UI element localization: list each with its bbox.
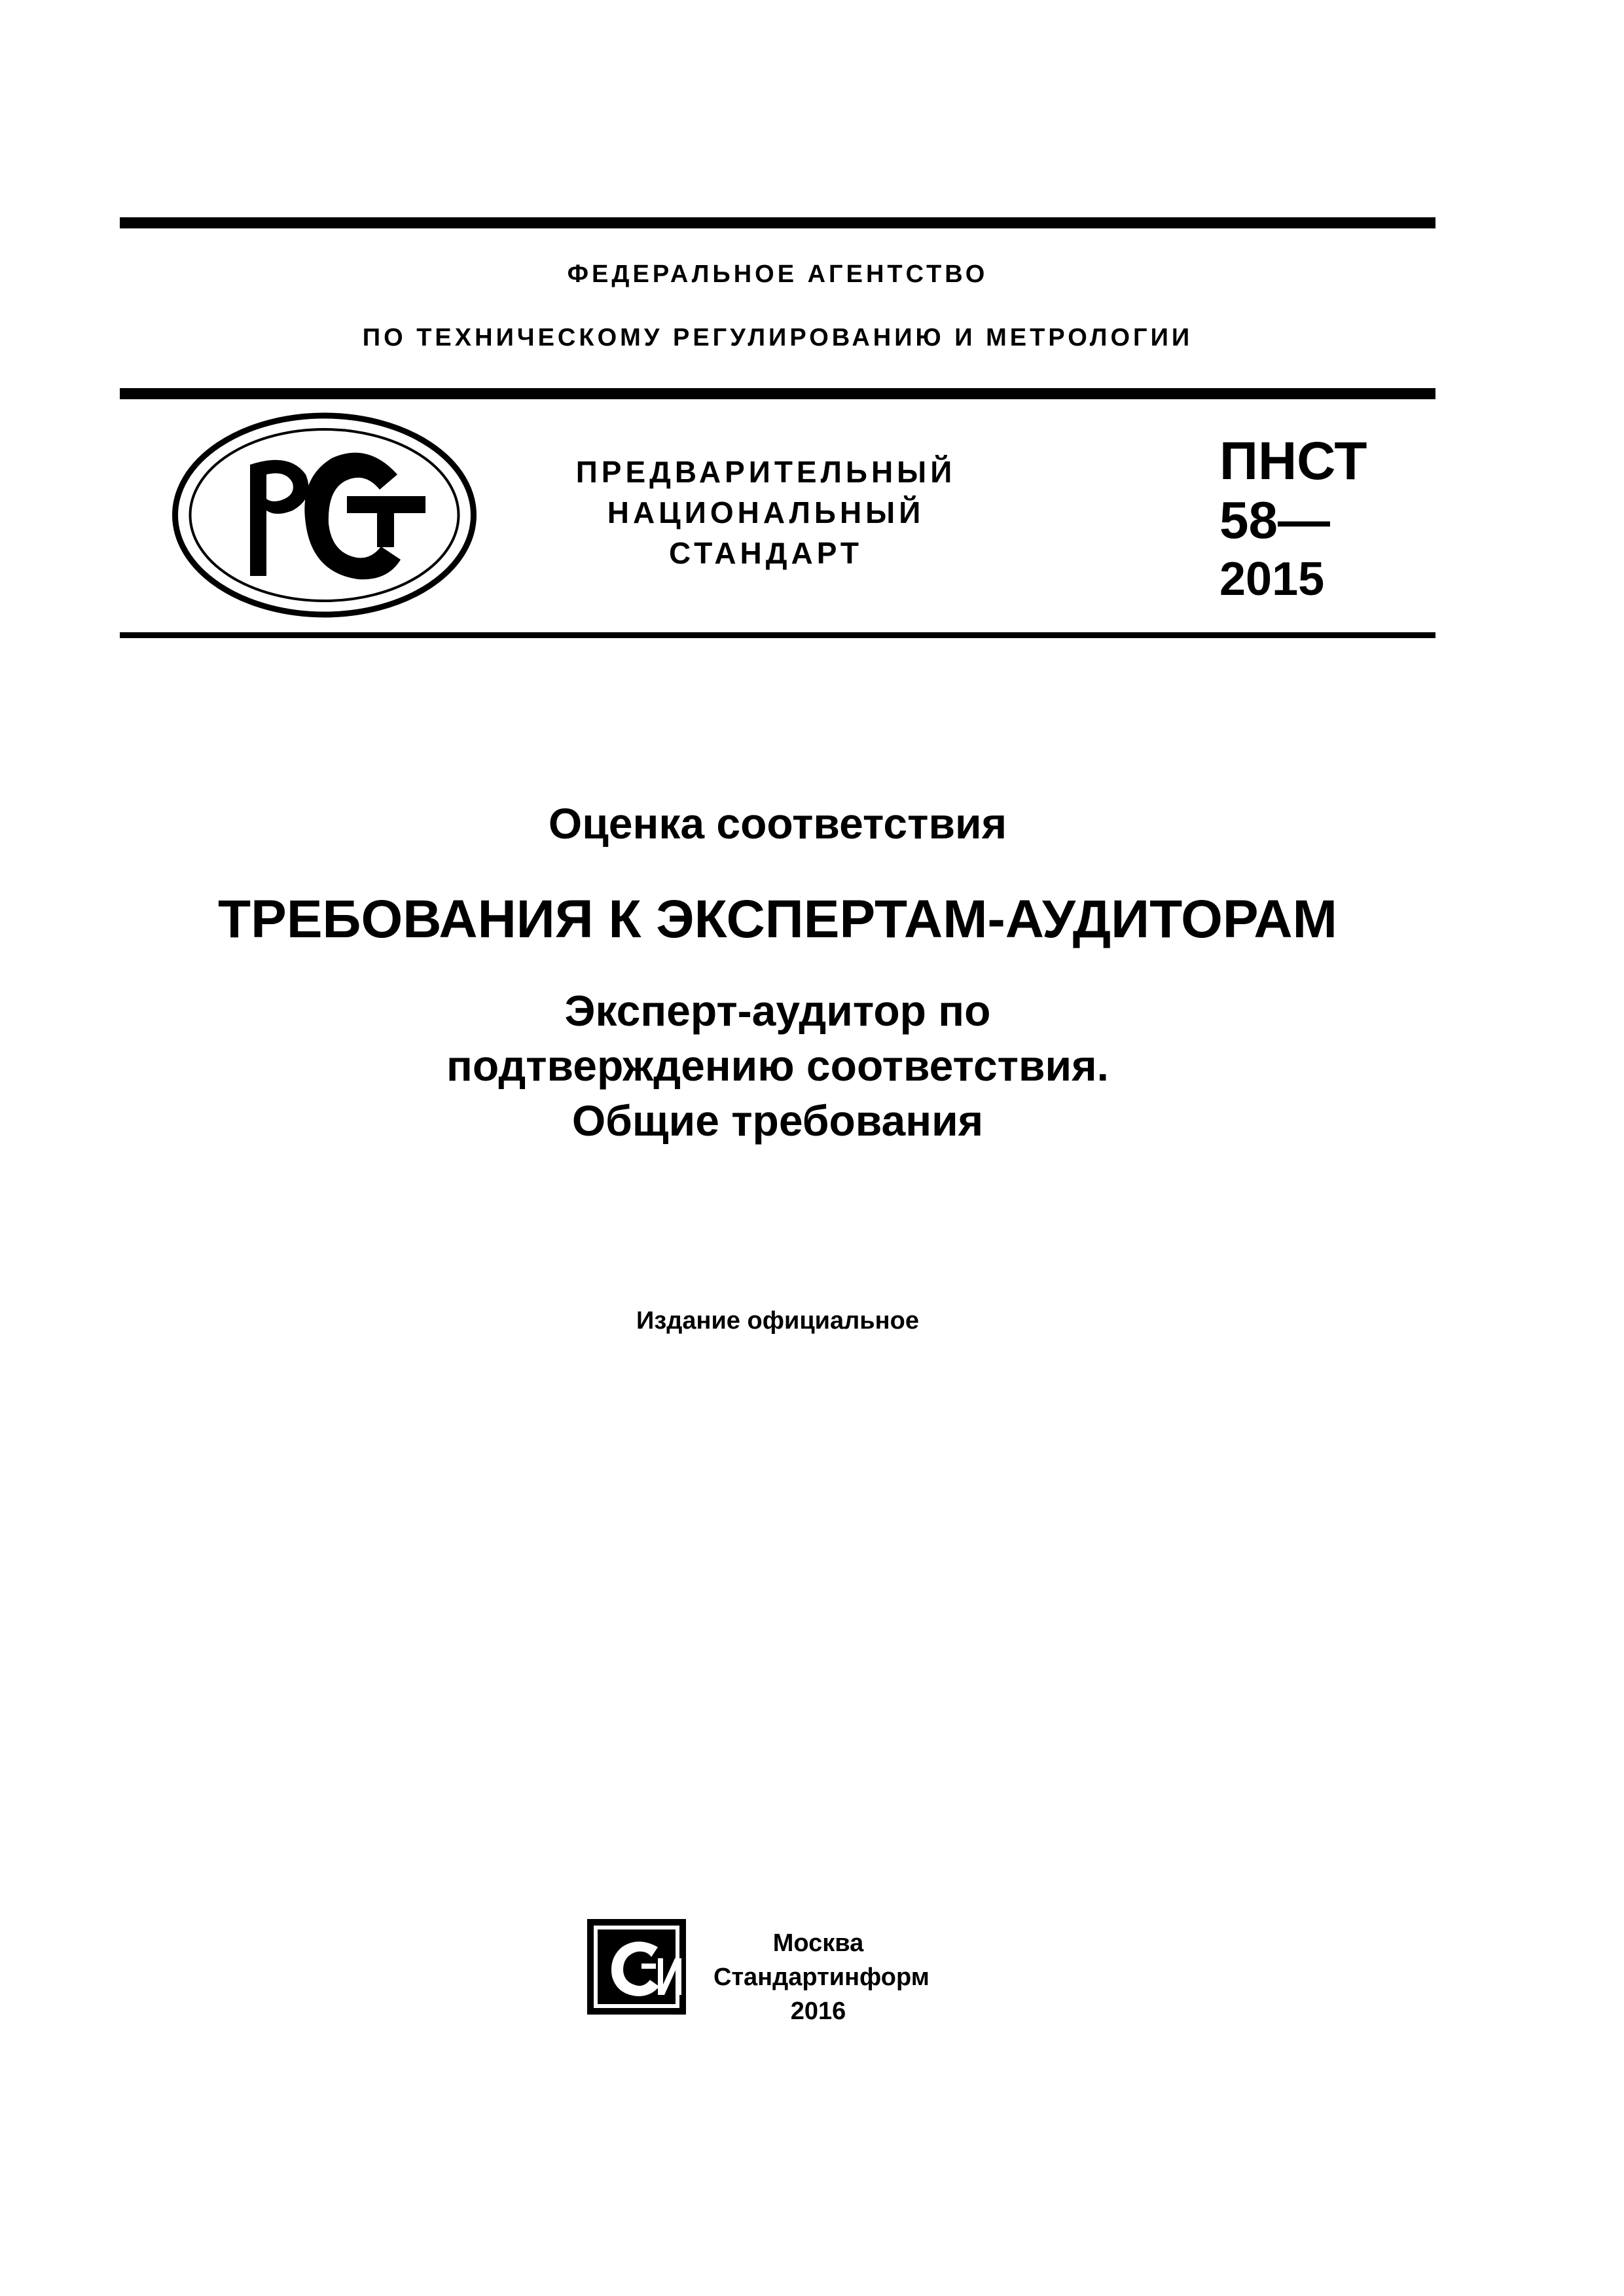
agency-name-line-1: ФЕДЕРАЛЬНОЕ АГЕНТСТВО [567,260,988,288]
document-subtitle-line: Общие требования [571,1096,984,1145]
standartinform-logo-icon [586,1918,687,2016]
document-subtitle-line: подтверждению соответствия. [446,1041,1109,1090]
rst-emblem-icon [171,412,477,618]
standard-code-prefix: ПНСТ [1219,431,1367,491]
standard-type-line: СТАНДАРТ [669,536,863,570]
document-subtitle-line: Эксперт-аудитор по [564,986,991,1035]
edition-label: Издание официальное [636,1307,919,1335]
standard-code-number: 58— [1219,491,1330,549]
standard-type-line: НАЦИОНАЛЬНЫЙ [607,495,925,529]
publisher-city: Москва [772,1929,864,1957]
document-subject: Оценка соответствия [548,799,1007,848]
standard-type-line: ПРЕДВАРИТЕЛЬНЫЙ [575,455,956,489]
publisher-name: Стандартинформ [713,1964,929,1991]
document-title: ТРЕБОВАНИЯ К ЭКСПЕРТАМ-АУДИТОРАМ [218,889,1337,949]
bottom-rule [120,632,1435,638]
standard-code-year: 2015 [1219,553,1325,605]
top-rule [120,217,1435,228]
document-subtitle [120,983,1435,1148]
standard-type [550,452,982,573]
publisher-year: 2016 [790,1998,846,2025]
agency-name-line-2: ПО ТЕХНИЧЕСКОМУ РЕГУЛИРОВАНИЮ И МЕТРОЛОГИИ [362,324,1193,351]
middle-rule [120,388,1435,399]
standard-code [1219,432,1367,609]
publisher-info [713,1926,929,2028]
